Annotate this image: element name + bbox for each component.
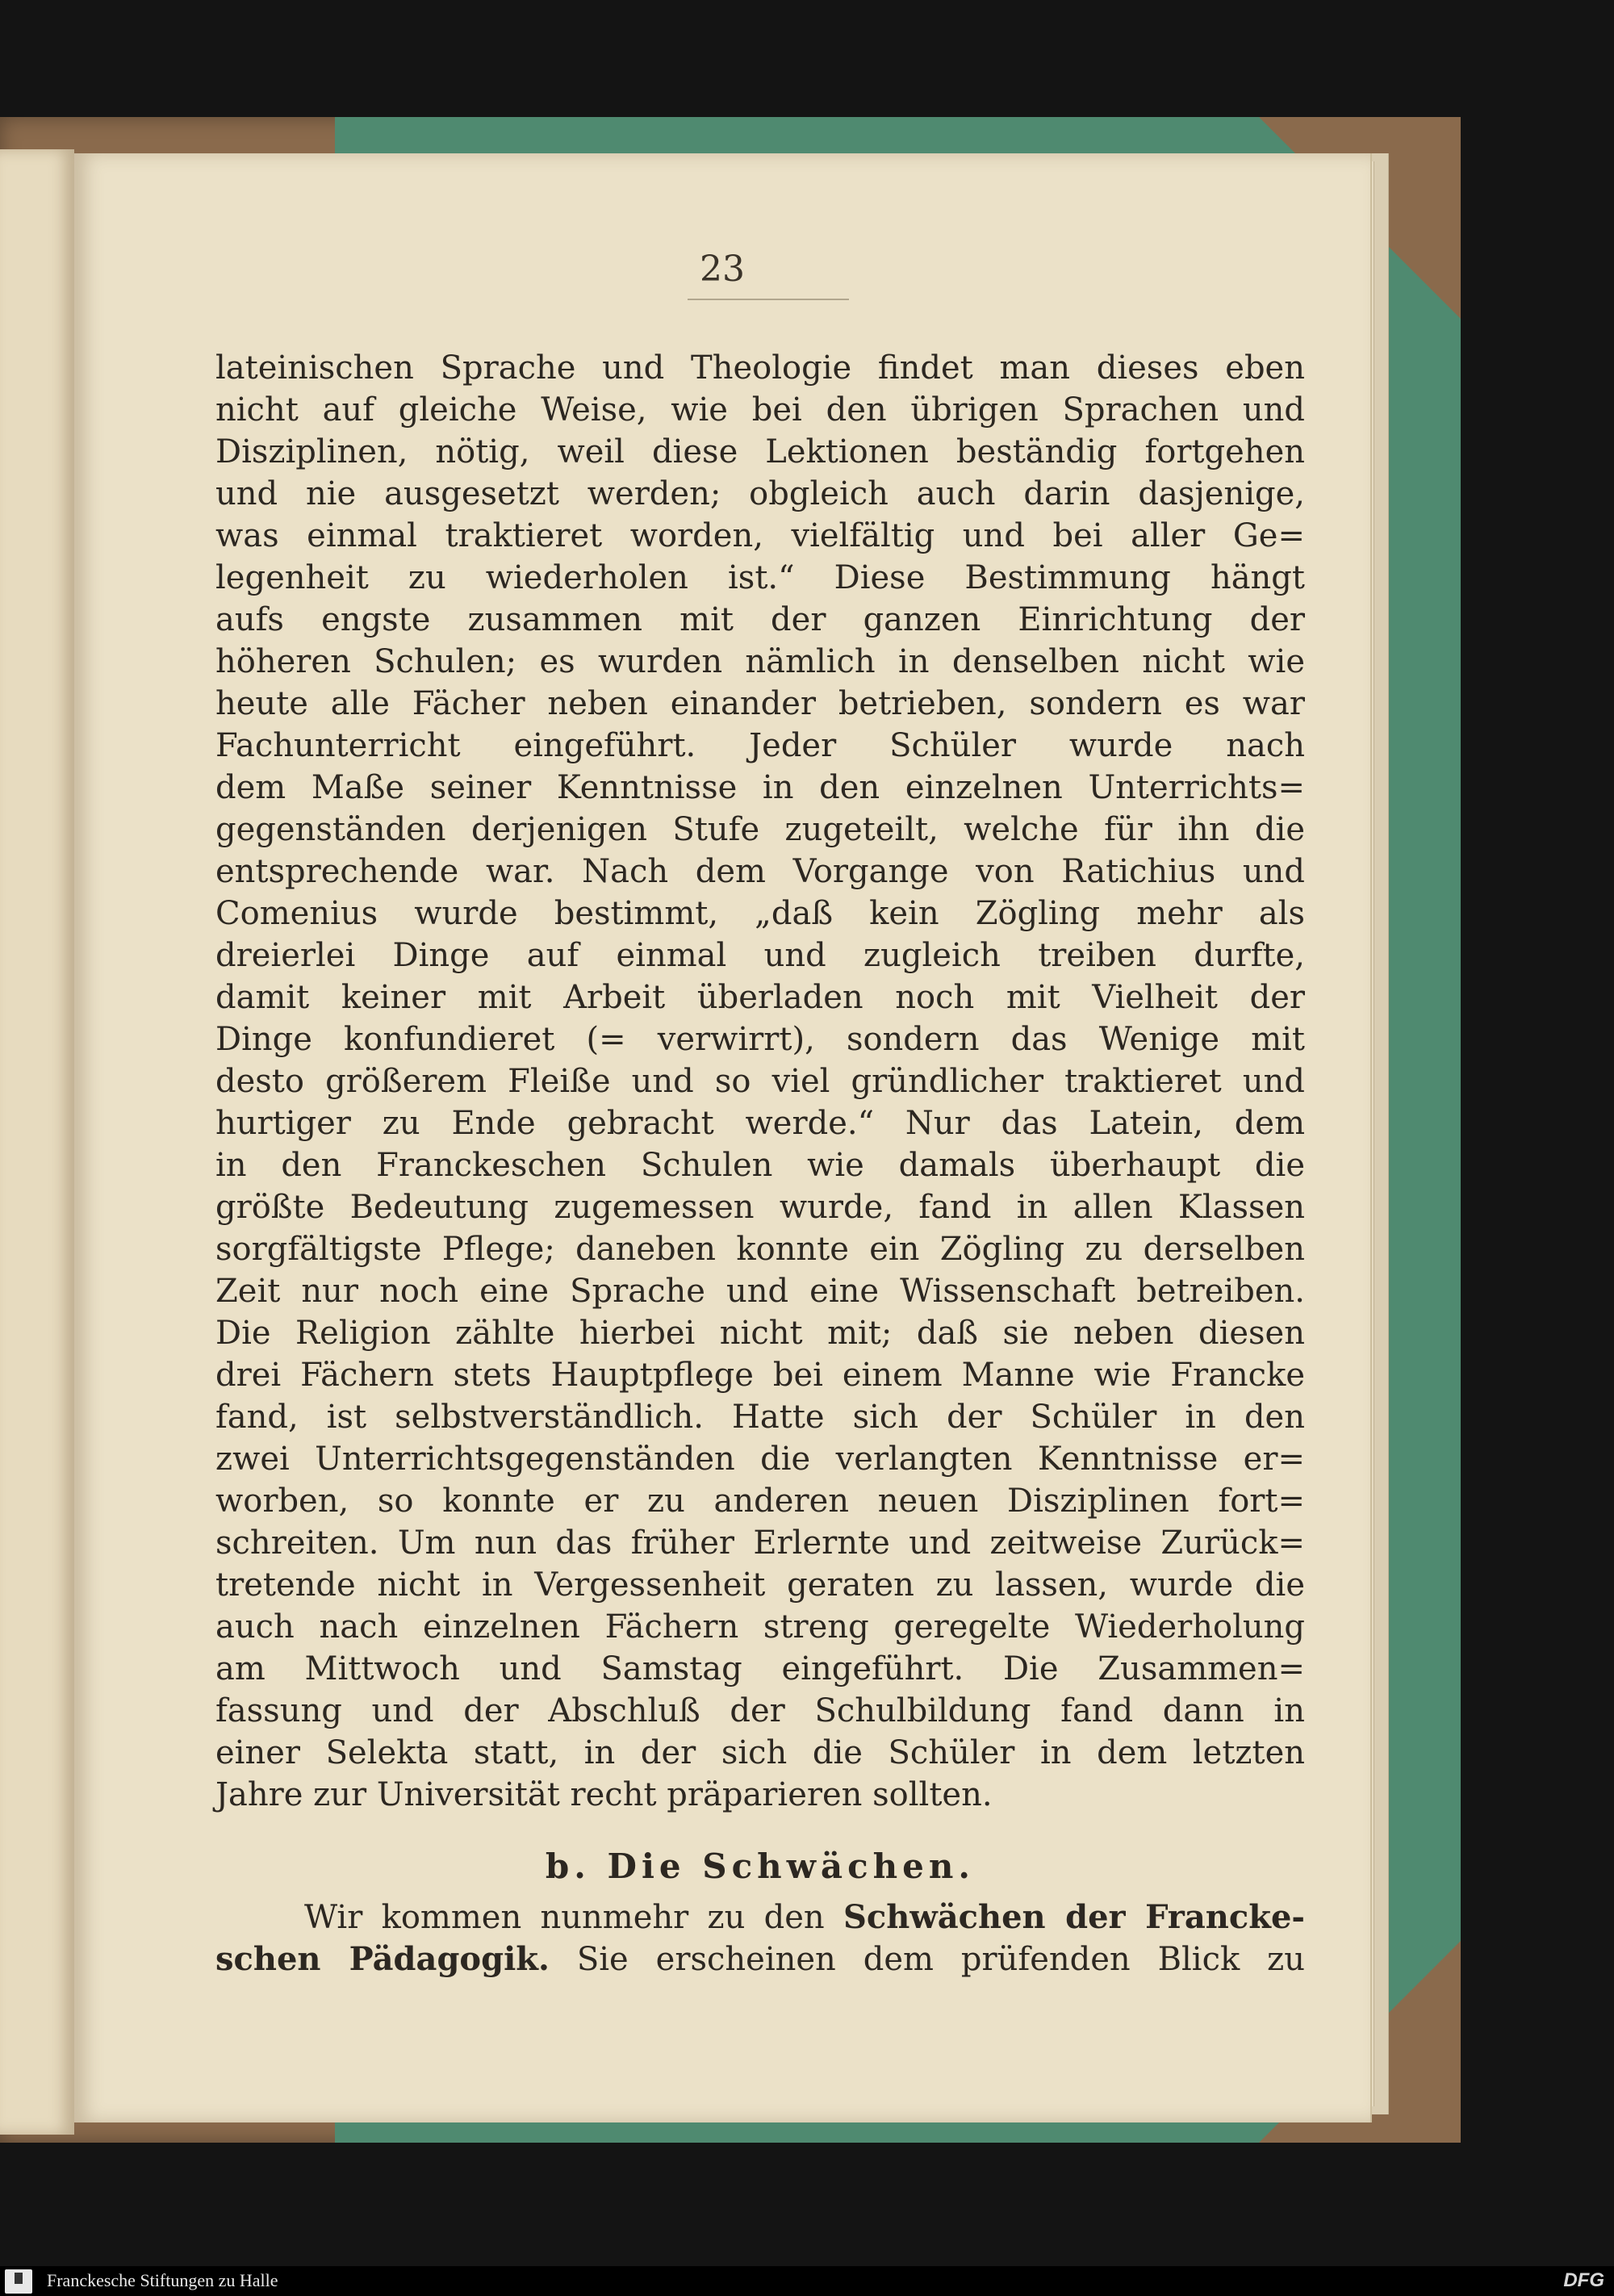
- previous-page: [0, 149, 74, 2135]
- text-line: zwei Unterrichtsgegenständen die verlangten Kenntnisse er=: [215, 1441, 1305, 1478]
- text-line: lateinischen Sprache und Theologie findet man dieses eben: [215, 349, 1305, 387]
- bold-phrase: Schwächen der Francke-: [843, 1898, 1305, 1936]
- section-heading: b. Die Schwächen.: [545, 1846, 976, 1886]
- book-page: [74, 153, 1370, 2122]
- text-line: aufs engste zusammen mit der ganzen Einrichtung der: [215, 601, 1305, 638]
- text-line: fassung und der Abschluß der Schulbildung fand dann in: [215, 1692, 1305, 1729]
- text-line: Fachunterricht eingeführt. Jeder Schüler wurde nach: [215, 727, 1305, 764]
- text-line: dem Maße seiner Kenntnisse in den einzelnen Unterrichts=: [215, 769, 1305, 806]
- text-line: Comenius wurde bestimmt, „daß kein Zögling mehr als: [215, 895, 1305, 932]
- text-line: sorgfältigste Pflege; daneben konnte ein Zögling zu derselben: [215, 1231, 1305, 1268]
- text-line: und nie ausgesetzt werden; obgleich auch darin dasjenige,: [215, 475, 1305, 512]
- text-line: schreiten. Um nun das früher Erlernte und zeitweise Zurück=: [215, 1524, 1305, 1562]
- text-line: in den Franckeschen Schulen wie damals überhaupt die: [215, 1147, 1305, 1184]
- text-line: höheren Schulen; es wurden nämlich in denselben nicht wie: [215, 643, 1305, 680]
- dfg-logo: DFG: [1563, 2269, 1604, 2291]
- text-line: entsprechende war. Nach dem Vorgange von Ratichius und: [215, 853, 1305, 890]
- page-number-rule: [688, 299, 849, 300]
- paragraph-text: Sie erscheinen dem prüfenden Blick zu: [576, 1941, 1306, 1978]
- page-number: 23: [700, 249, 745, 290]
- text-line: hurtiger zu Ende gebracht werde.“ Nur das Latein, dem: [215, 1105, 1305, 1142]
- bold-phrase: schen Pädagogik.: [215, 1940, 550, 1978]
- institution-name: Franckesche Stiftungen zu Halle: [47, 2270, 278, 2290]
- text-line: was einmal traktieret worden, vielfältig und bei aller Ge=: [215, 517, 1305, 554]
- text-line: heute alle Fächer neben einander betrieben, sondern es war: [215, 685, 1305, 722]
- text-line: größte Bedeutung zugemessen wurde, fand in allen Klassen: [215, 1189, 1305, 1226]
- text-line: Jahre zur Universität recht präparieren sollten.: [215, 1776, 993, 1813]
- text-line: desto größerem Fleiße und so viel gründlicher traktieret und: [215, 1063, 1305, 1100]
- text-line: Zeit nur noch eine Sprache und eine Wissenschaft betreiben.: [215, 1273, 1305, 1310]
- paragraph-text: Wir kommen nunmehr zu den: [304, 1899, 825, 1936]
- body-text: [215, 347, 1305, 1980]
- text-line: auch nach einzelnen Fächern streng geregelte Wiederholung: [215, 1608, 1305, 1646]
- text-line: Dinge konfundieret (= verwirrt), sondern das Wenige mit: [215, 1021, 1305, 1058]
- paragraph-line: [215, 1938, 1305, 1980]
- text-line: drei Fächern stets Hauptpflege bei einem Manne wie Francke: [215, 1357, 1305, 1394]
- text-line: Die Religion zählte hierbei nicht mit; daß sie neben diesen: [215, 1315, 1305, 1352]
- text-line: worben, so konnte er zu anderen neuen Disziplinen fort=: [215, 1483, 1305, 1520]
- text-line: legenheit zu wiederholen ist.“ Diese Bestimmung hängt: [215, 559, 1305, 596]
- institution-logo-icon: [5, 2269, 32, 2294]
- paragraph-line: [215, 1897, 1305, 1938]
- text-line: Disziplinen, nötig, weil diese Lektionen beständig fortgehen: [215, 433, 1305, 470]
- text-line: fand, ist selbstverständlich. Hatte sich der Schüler in den: [215, 1399, 1305, 1436]
- text-line: nicht auf gleiche Weise, wie bei den übrigen Sprachen und: [215, 391, 1305, 429]
- text-line: am Mittwoch und Samstag eingeführt. Die Zusammen=: [215, 1650, 1305, 1687]
- text-line: einer Selekta statt, in der sich die Schüler in dem letzten: [215, 1734, 1305, 1771]
- footer-bar: [0, 2266, 1614, 2296]
- text-line: tretende nicht in Vergessenheit geraten zu lassen, wurde die: [215, 1566, 1305, 1604]
- text-line: gegenständen derjenigen Stufe zugeteilt, welche für ihn die: [215, 811, 1305, 848]
- text-line: dreierlei Dinge auf einmal und zugleich treiben durfte,: [215, 937, 1305, 974]
- logo-mark: [15, 2273, 23, 2284]
- text-line: damit keiner mit Arbeit überladen noch mit Vielheit der: [215, 979, 1305, 1016]
